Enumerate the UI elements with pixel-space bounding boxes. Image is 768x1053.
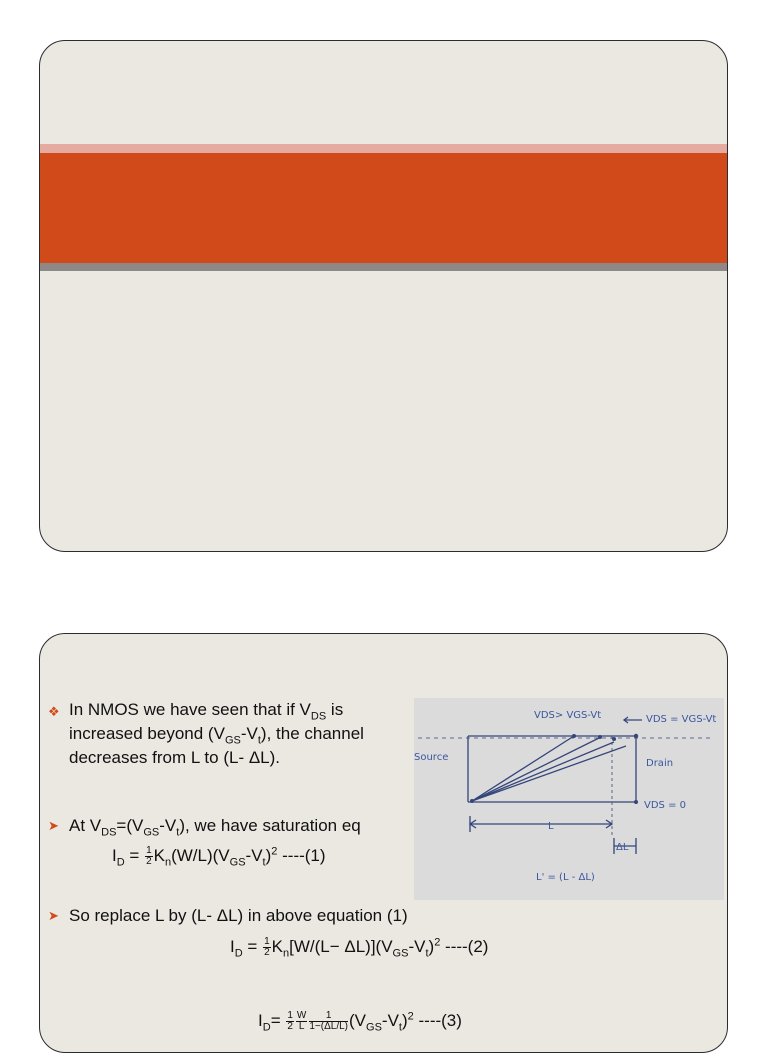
bullet-1-text (69, 698, 414, 770)
content-slide (39, 633, 728, 1053)
sketch-drawing (414, 698, 724, 900)
title-slide (39, 40, 728, 552)
arrow-bullet-icon: ➤ (48, 908, 59, 923)
title-band-bottom-stripe (40, 263, 727, 271)
equation-1: $I_D$ = $\frac{1}{2}$ $K_n(W/L)(V_{GS}-V_t)^2$ ----(1) (112, 845, 326, 869)
label-vds-equal: VDS = VGS-Vt (646, 714, 717, 725)
label-source: Source (414, 752, 449, 763)
equation-3: $I_D=$ $\frac{1}{2}$ $\frac{W}{L}$ $\frac{1}{1-(\Delta L/L)}$ $(V_{GS}-V_t)^2$ ----(3) (258, 1010, 462, 1034)
equation-2: $I_D$ = $\frac{1}{2}$ $K_n[W/(L- \Delta L)](V_{GS}-V_t)^2$ ----(2) (230, 936, 489, 960)
label-vds-zero: VDS = 0 (644, 800, 686, 811)
fraction: $\frac{1}{2}$ (287, 1010, 293, 1033)
bullet-3-text: So replace L by (L- ΔL) in above equation (1) (69, 906, 408, 925)
bullet-1-line-3: decreases from L to (L- ΔL). (69, 748, 281, 767)
bullet-icon: ❖ (48, 704, 60, 719)
fraction: $\frac{1}{2}$ (264, 936, 270, 959)
label-L-prime: L' = (L - ΔL) (536, 872, 595, 883)
label-drain: Drain (646, 758, 674, 769)
title-band-top-stripe (40, 144, 727, 153)
arrow-bullet-icon: ➤ (48, 818, 59, 833)
label-L: L (548, 821, 554, 832)
bullet-1-line-1: In NMOS we have seen that if $V_{DS}$ is (69, 700, 344, 723)
fraction: $\frac{1}{1-(\Delta L/L)}$ (309, 1010, 349, 1033)
fraction: $\frac{1}{2}$ (146, 845, 152, 868)
bullet-1-line-2: increased beyond $(V_{GS}-V_t)$, the channel (69, 724, 364, 747)
fraction: $\frac{W}{L}$ (296, 1010, 307, 1033)
bullet-2-text: At $V_{DS}=(V_{GS}-V_t)$, we have saturation eq (69, 816, 361, 839)
channel-length-sketch (414, 698, 724, 900)
label-vds-greater: VDS> VGS-Vt (534, 710, 602, 721)
label-delta-L: ΔL (616, 842, 629, 853)
title-band (40, 153, 727, 263)
